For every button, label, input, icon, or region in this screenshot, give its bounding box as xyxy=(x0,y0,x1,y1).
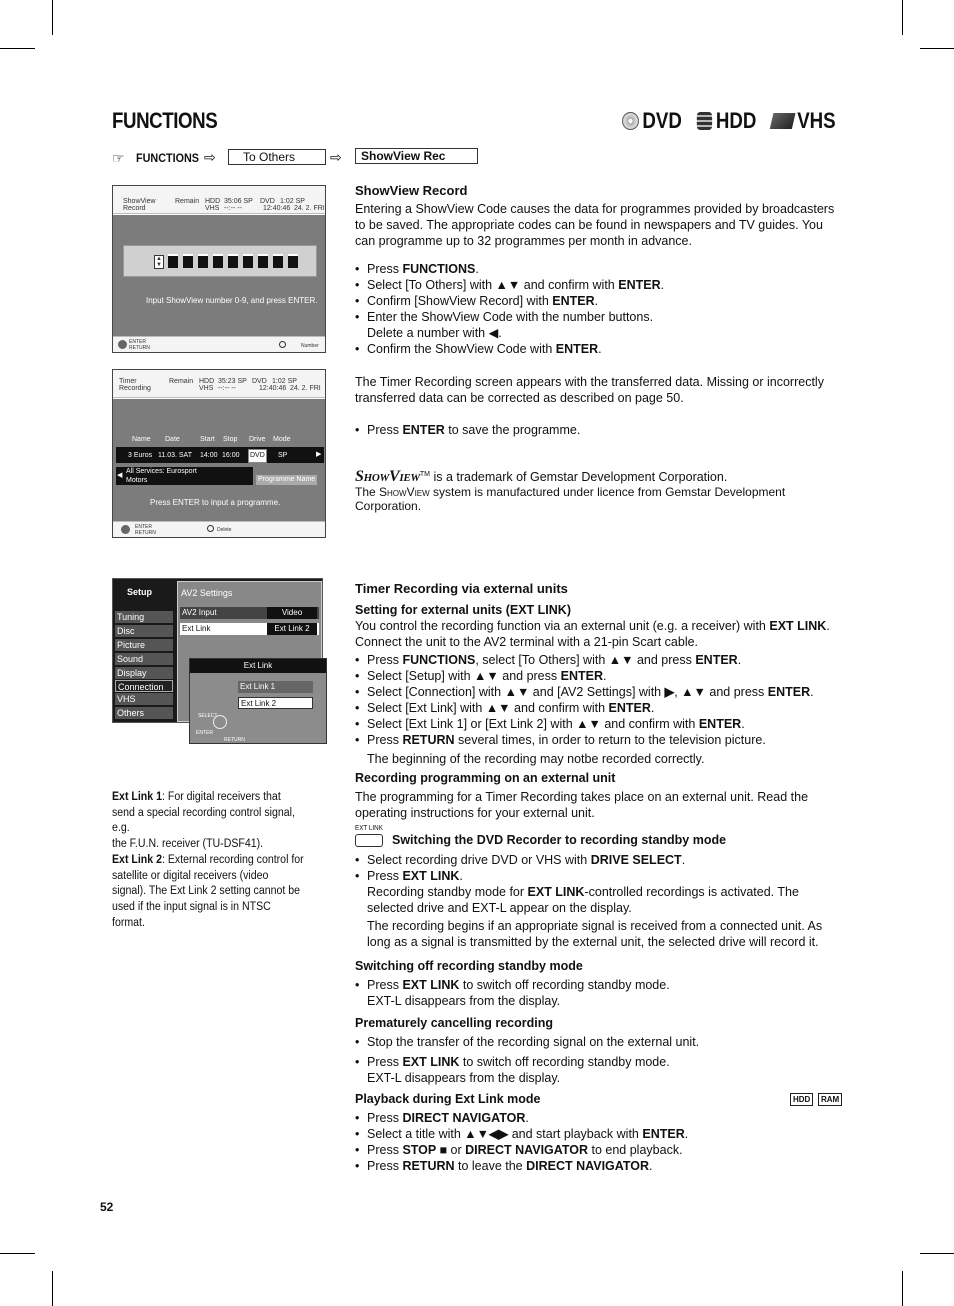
list-item: • Select [Connection] with ▲▼ and [AV2 Settings] with ▶, ▲▼ and press ENTER. xyxy=(355,684,845,700)
row-date: 11.03. SAT xyxy=(158,452,192,459)
sub-heading-playback: Playback during Ext Link mode xyxy=(355,1092,541,1106)
av2-input-value: Video xyxy=(267,607,317,619)
showview-intro: Entering a ShowView Code causes the data for programmes provided by broadcasters to be saved. The appropriate codes can be found in newspapers and TV guides. You can programme up to 32 programmes per month in advance. xyxy=(355,202,835,248)
timer-recording-screen xyxy=(112,369,326,538)
page-title: FUNCTIONS xyxy=(112,108,218,133)
mode-label: Record xyxy=(123,205,146,212)
hdd-remain: 35:23 SP xyxy=(218,378,247,385)
number-hint: Number xyxy=(301,343,319,349)
breadcrumb-to-others: To Others xyxy=(228,149,326,165)
row-stop: 16:00 xyxy=(222,452,240,459)
screen-header xyxy=(113,370,325,398)
row-mode: SP xyxy=(278,452,288,459)
menu-item-picture[interactable]: Picture xyxy=(115,639,173,651)
return-hint: RETURN xyxy=(129,345,150,351)
badge-hdd: HDD xyxy=(790,1093,813,1106)
crop-mark xyxy=(902,0,903,35)
dvd-remain: 1:02 SP xyxy=(272,378,297,385)
remote-icon xyxy=(118,340,127,349)
popup-option-ext-link-2[interactable]: Ext Link 2 xyxy=(238,697,313,709)
mode-label: Recording xyxy=(119,385,151,392)
popup-option-ext-link-1[interactable]: Ext Link 1 xyxy=(238,681,313,693)
list-item: EXT-L disappears from the display. xyxy=(367,994,561,1008)
arrow-right-icon: ⇨ xyxy=(204,149,216,165)
hdd-remain: 35:06 SP xyxy=(224,198,253,205)
list-item: • Press ENTER to save the programme. xyxy=(355,422,845,438)
delete-hint: Delete xyxy=(217,527,232,533)
digit-slot xyxy=(213,254,223,268)
list-item: Recording standby mode for EXT LINK-controlled recordings is activated. The selected drive and EXT-L appear on the display. xyxy=(367,885,799,915)
popup-title: Ext Link xyxy=(190,659,326,673)
services-label: All Services: Eurosport xyxy=(126,468,197,475)
menu-item-vhs[interactable]: VHS xyxy=(115,693,173,705)
screen-body xyxy=(113,399,325,521)
select-hint: SELECT xyxy=(198,713,218,719)
list-item: • Enter the ShowView Code with the number buttons. xyxy=(355,309,845,325)
standby-note: The recording begins if an appropriate signal is received from a connected unit. As long as a signal is transmitted by the external unit, the selected drive will record it. xyxy=(367,919,823,949)
clock: 12:40:46 xyxy=(259,385,287,392)
ext-link-1-note: Ext Link 1: For digital receivers that send a special recording control signal, e.g. the F.U.N. receiver (TU-DSF41). Ext Link 2: External recording control for satellite or digital receivers (video signal). The Ext Link 2 setting cannot be used if the input signal is in NTSC format. xyxy=(112,791,304,929)
services-value: Motors xyxy=(126,477,148,484)
vhs-cassette-icon xyxy=(770,113,796,129)
digit-slot xyxy=(198,254,208,268)
ext-link-intro: You control the recording function via an external unit (e.g. a receiver) with EXT LINK. Connect the unit to the AV2 terminal with a 21-pin Scart cable. xyxy=(355,619,830,649)
sub-heading-cancel: Prematurely cancelling recording xyxy=(355,1016,553,1030)
section-heading-timer-ext: Timer Recording via external units xyxy=(355,581,568,596)
sub-heading-recording-programming: Recording programming on an external unit xyxy=(355,771,616,785)
setup-title: Setup xyxy=(127,587,153,597)
menu-item-disc[interactable]: Disc xyxy=(115,625,173,637)
list-item: • Select a title with ▲▼◀▶ and start playback with ENTER. xyxy=(355,1126,845,1142)
row-name: 3 Euros xyxy=(128,452,153,459)
vhs-remain: --:-- -- xyxy=(224,205,242,212)
showview-trademark xyxy=(355,468,845,484)
screen-instruction: Input ShowView number 0-9, and press ENTER. xyxy=(146,296,318,305)
trademark-text: is a trademark of Gemstar Development Corporation. xyxy=(429,470,728,484)
screen-instruction: Press ENTER to input a programme. xyxy=(150,498,281,507)
breadcrumb-showview-rec: ShowView Rec xyxy=(355,148,478,164)
ext-link-popup xyxy=(189,658,327,744)
dvd-remain: 1:02 SP xyxy=(280,198,305,205)
column-header-start: Start xyxy=(200,436,215,443)
pointing-hand-icon: ☞ xyxy=(112,150,125,166)
delete-icon xyxy=(207,525,214,532)
ext-link-button-label: EXT LINK xyxy=(355,825,383,832)
menu-item-display[interactable]: Display xyxy=(115,667,173,679)
menu-item-others[interactable]: Others xyxy=(115,707,173,719)
date: 24. 2. FRI xyxy=(294,205,325,212)
clock: 12:40:46 xyxy=(263,205,291,212)
arrow-right-icon: ▶ xyxy=(316,451,322,458)
crop-mark xyxy=(0,48,35,49)
crop-mark xyxy=(0,1253,35,1254)
media-dvd: DVD xyxy=(642,108,682,133)
digit-slot xyxy=(243,254,253,268)
programme-name-button[interactable]: Programme Name xyxy=(258,476,316,483)
licence-text: The ShowView system is manufactured under licence from Gemstar Development Corporation. xyxy=(355,485,786,513)
showview-logo: ShowView xyxy=(355,468,420,485)
sub-heading-standby: Switching the DVD Recorder to recording standby mode xyxy=(392,833,727,847)
trademark-sup: TM xyxy=(419,471,430,478)
programming-text: The programming for a Timer Recording takes place on an external unit. Read the operating instructions for your external unit. xyxy=(355,790,809,820)
mode-label: Timer xyxy=(119,378,137,385)
badge-ram: RAM xyxy=(818,1093,842,1106)
enter-hint: ENTER xyxy=(135,524,152,530)
column-header-name: Name xyxy=(132,436,151,443)
sub-heading-ext-link: Setting for external units (EXT LINK) xyxy=(355,603,571,617)
media-logos xyxy=(622,108,836,134)
showview-steps xyxy=(355,261,845,357)
up-down-icon: ▲ ▼ xyxy=(154,255,164,269)
section-heading-showview: ShowView Record xyxy=(355,183,468,198)
showview-number-field[interactable] xyxy=(123,245,317,277)
list-item: • Confirm [ShowView Record] with ENTER. xyxy=(355,293,845,309)
digit-slot xyxy=(183,254,193,268)
date: 24. 2. FRI xyxy=(290,385,321,392)
menu-item-connection[interactable]: Connection xyxy=(115,680,173,692)
dvd-label: DVD xyxy=(260,198,275,205)
digit-slot xyxy=(288,254,298,268)
number-keys-icon xyxy=(279,341,286,348)
arrow-right-icon: ⇨ xyxy=(330,149,342,165)
av2-input-label: AV2 Input xyxy=(182,608,217,617)
list-item: • Press RETURN to leave the DIRECT NAVIGATOR. xyxy=(355,1158,845,1174)
dvd-label: DVD xyxy=(252,378,267,385)
vhs-label: VHS xyxy=(205,205,220,212)
row-start: 14:00 xyxy=(200,452,218,459)
crop-mark xyxy=(920,1253,954,1254)
remote-icon xyxy=(121,525,130,534)
crop-mark xyxy=(52,1271,53,1306)
arrow-left-icon: ◀ xyxy=(117,472,123,479)
breadcrumb-functions: FUNCTIONS xyxy=(136,151,199,165)
table-row[interactable] xyxy=(116,447,324,463)
playback-steps xyxy=(355,1110,845,1174)
ext-link-steps xyxy=(355,652,845,748)
digit-slot xyxy=(258,254,268,268)
timer-screen-note: The Timer Recording screen appears with the transferred data. Missing or incorrectly transferred data can be corrected as described on page 50. xyxy=(355,375,824,405)
services-box xyxy=(116,467,253,485)
digit-slot xyxy=(273,254,283,268)
av2-input-row[interactable] xyxy=(180,607,319,619)
enter-hint: ENTER xyxy=(129,339,146,345)
ext-link-button-icon xyxy=(355,834,383,847)
return-hint: RETURN xyxy=(224,737,245,743)
recording-warning: The beginning of the recording may notbe recorded correctly. xyxy=(367,752,705,766)
menu-item-sound[interactable]: Sound xyxy=(115,653,173,665)
column-header-date: Date xyxy=(165,436,180,443)
hdd-label: HDD xyxy=(205,198,221,205)
list-item: • Select recording drive DVD or VHS with DRIVE SELECT. xyxy=(355,852,845,868)
ext-link-row[interactable] xyxy=(180,623,319,635)
vhs-remain: --:-- -- xyxy=(218,385,236,392)
list-item: • Confirm the ShowView Code with ENTER. xyxy=(355,341,845,357)
list-item: • Select [Setup] with ▲▼ and press ENTER. xyxy=(355,668,845,684)
digit-slot xyxy=(168,254,178,268)
digit-slot xyxy=(228,254,238,268)
return-hint: RETURN xyxy=(135,530,156,536)
list-item: • Press FUNCTIONS, select [To Others] with ▲▼ and press ENTER. xyxy=(355,652,845,668)
panel-title: AV2 Settings xyxy=(181,588,233,598)
remain-label: Remain xyxy=(175,198,200,205)
crop-mark xyxy=(902,1271,903,1306)
list-item: • Press DIRECT NAVIGATOR. xyxy=(355,1110,845,1126)
standby-steps xyxy=(355,852,845,916)
hdd-icon xyxy=(697,112,712,130)
crop-mark xyxy=(920,48,954,49)
list-item: • Press EXT LINK to switch off recording standby mode. xyxy=(355,1054,845,1070)
hdd-label: HDD xyxy=(199,378,215,385)
list-item: • Press RETURN several times, in order to return to the television picture. xyxy=(355,732,845,748)
vhs-label: VHS xyxy=(199,385,214,392)
dvd-disc-icon xyxy=(622,112,639,130)
showview-screen xyxy=(112,185,326,353)
list-item: • Press FUNCTIONS. xyxy=(355,261,845,277)
switch-off-steps xyxy=(355,977,845,1009)
sub-heading-switch-off: Switching off recording standby mode xyxy=(355,959,583,973)
page-number: 52 xyxy=(100,1200,114,1214)
ext-link-label: Ext Link xyxy=(182,624,211,633)
screen-footer xyxy=(113,521,325,537)
row-drive: DVD xyxy=(248,449,267,463)
screen-footer xyxy=(113,336,325,352)
list-item: • Press STOP ■ or DIRECT NAVIGATOR to end playback. xyxy=(355,1142,845,1158)
media-vhs: VHS xyxy=(797,108,836,133)
save-step xyxy=(355,422,845,438)
ext-link-value: Ext Link 2 xyxy=(267,623,317,635)
media-hdd: HDD xyxy=(715,108,757,133)
list-item: • Press EXT LINK to switch off recording standby mode. xyxy=(355,977,845,993)
mode-label: ShowView xyxy=(123,198,156,205)
list-item: EXT-L disappears from the display. xyxy=(367,1071,561,1085)
enter-hint: ENTER xyxy=(196,730,213,736)
column-header-stop: Stop xyxy=(223,436,238,443)
screen-header xyxy=(113,186,325,214)
column-header-drive: Drive xyxy=(249,436,266,443)
list-item: • Press EXT LINK. xyxy=(355,868,845,884)
menu-item-tuning[interactable]: Tuning xyxy=(115,611,173,623)
screen-body xyxy=(113,215,325,336)
list-item: Delete a number with ◀. xyxy=(367,326,502,340)
list-item: • Stop the transfer of the recording signal on the external unit. xyxy=(355,1034,845,1050)
list-item: • Select [To Others] with ▲▼ and confirm with ENTER. xyxy=(355,277,845,293)
list-item: • Select [Ext Link] with ▲▼ and confirm with ENTER. xyxy=(355,700,845,716)
crop-mark xyxy=(52,0,53,35)
cancel-steps xyxy=(355,1034,845,1086)
remain-label: Remain xyxy=(169,378,194,385)
column-header-mode: Mode xyxy=(273,436,291,443)
list-item: • Select [Ext Link 1] or [Ext Link 2] with ▲▼ and confirm with ENTER. xyxy=(355,716,845,732)
